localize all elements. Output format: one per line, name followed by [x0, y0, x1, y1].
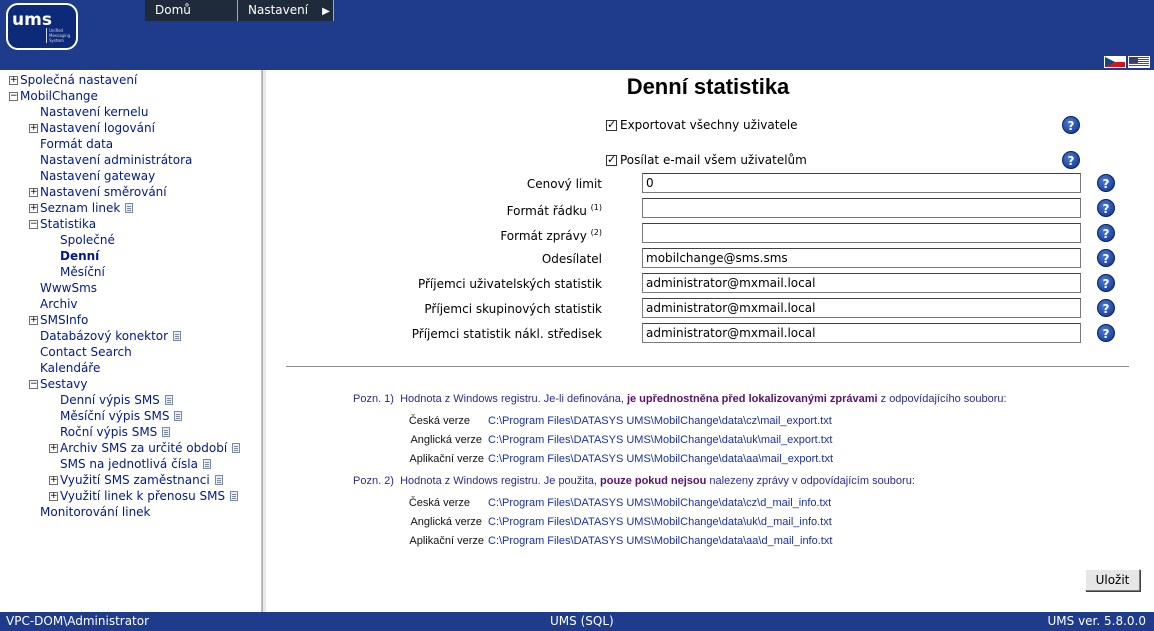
document-icon	[165, 395, 173, 405]
tree-item-label: Databázový konektor	[40, 329, 169, 343]
tree-item-label: Měsíční	[60, 265, 105, 279]
help-icon[interactable]: ?	[1097, 249, 1115, 267]
path-value: C:\Program Files\DATASYS UMS\MobilChange\data\aa\mail_export.txt	[488, 453, 834, 465]
help-icon[interactable]: ?	[1097, 299, 1115, 317]
tree-item-mobilchange[interactable]	[0, 88, 261, 104]
tree-item-contact-search[interactable]	[0, 344, 261, 360]
divider	[286, 366, 1129, 367]
document-icon	[215, 475, 223, 485]
page-title: Denní statistika	[626, 74, 790, 99]
tree-item-kalendare[interactable]	[0, 360, 261, 376]
tree-item-nastaveni-administratora[interactable]	[0, 152, 261, 168]
tree-item-label: Archiv	[40, 297, 78, 311]
sender-input[interactable]	[642, 248, 1081, 268]
path-label: Aplikační verze	[409, 453, 484, 465]
tree-item-mesicni-vypis-sms[interactable]	[0, 408, 261, 424]
send-email-all-row	[606, 153, 807, 167]
document-icon	[173, 331, 181, 341]
tree-item-label: Denní	[60, 249, 100, 263]
tree-item-label: MobilChange	[20, 89, 98, 103]
note-text: Hodnota z Windows registru. Je použita,	[400, 475, 601, 487]
save-button[interactable]: Uložit	[1085, 569, 1140, 591]
status-db: UMS (SQL)	[550, 614, 614, 628]
tree-item-label: Seznam linek	[40, 201, 121, 215]
path-value: C:\Program Files\DATASYS UMS\MobilChange\data\cz\mail_export.txt	[488, 415, 832, 427]
send-email-all-checkbox[interactable]	[606, 155, 617, 166]
tree-item-label: Měsíční výpis SMS	[60, 409, 170, 423]
collapse-icon[interactable]: −	[30, 218, 38, 229]
help-icon[interactable]: ?	[1062, 151, 1080, 169]
tree-item-sms-na-jednotliva-cisla[interactable]	[0, 456, 261, 472]
field-label-text: Odesílatel	[541, 252, 602, 266]
collapse-icon[interactable]: −	[30, 378, 38, 389]
user-stats-recipients-input[interactable]	[642, 273, 1081, 293]
top-menu	[145, 0, 334, 21]
field-label-text: Příjemci uživatelských statistik	[417, 277, 602, 291]
tree-item-label: Formát data	[40, 137, 114, 151]
expand-icon[interactable]: +	[30, 202, 38, 213]
english-flag-icon[interactable]	[1128, 56, 1150, 68]
tree-item-label: Kalendáře	[40, 361, 101, 375]
tree-item-archiv[interactable]	[0, 296, 261, 312]
tree-item-label: Archiv SMS za určité období	[60, 441, 228, 455]
sender-label	[542, 252, 602, 266]
field-label-text: Příjemci statistik nákl. středisek	[411, 327, 602, 341]
tree-item-vyuziti-linek[interactable]	[0, 488, 261, 504]
status-version: UMS ver. 5.8.0.0	[1047, 614, 1146, 628]
export-all-users-checkbox[interactable]	[606, 120, 617, 131]
group-stats-recipients-label	[424, 302, 602, 316]
price-limit-label	[527, 177, 602, 191]
row-format-input[interactable]	[642, 198, 1081, 218]
send-email-all-label: Posílat e-mail všem uživatelům	[620, 153, 807, 167]
tree-item-spolecne[interactable]	[0, 232, 261, 248]
path-value: C:\Program Files\DATASYS UMS\MobilChange\data\cz\d_mail_info.txt	[488, 497, 832, 509]
tree-item-label: Nastavení směrování	[40, 185, 167, 199]
expand-icon[interactable]: +	[50, 474, 58, 485]
document-icon	[174, 411, 182, 421]
document-icon	[230, 491, 238, 501]
row-format-label	[507, 203, 602, 218]
tree-item-label: WwwSms	[40, 281, 98, 295]
path-label: Česká verze	[408, 415, 470, 427]
help-icon[interactable]: ?	[1097, 174, 1115, 192]
tree-item-format-data[interactable]	[0, 136, 261, 152]
tree-item-label: Nastavení logování	[40, 121, 155, 135]
help-icon[interactable]: ?	[1097, 274, 1115, 292]
document-icon	[162, 427, 170, 437]
help-icon[interactable]: ?	[1097, 324, 1115, 342]
tree-item-label: Monitorování linek	[40, 505, 151, 519]
main-content	[266, 70, 1154, 612]
menu-settings-label: Nastavení	[248, 3, 309, 17]
tree-item-denni[interactable]	[0, 248, 261, 264]
tree-item-label: Sestavy	[40, 377, 88, 391]
expand-icon[interactable]: +	[30, 122, 38, 133]
expand-icon[interactable]: +	[30, 314, 38, 325]
tree-item-nastaveni-gateway[interactable]	[0, 168, 261, 184]
tree-item-smsinfo[interactable]	[0, 312, 261, 328]
tree-item-wwwsms[interactable]	[0, 280, 261, 296]
language-switcher	[1104, 56, 1150, 68]
note-prefix: Pozn. 2)	[353, 475, 394, 487]
cost-center-stats-recipients-label	[412, 327, 602, 341]
tree-item-archiv-sms[interactable]	[0, 440, 261, 456]
logo-text: ums	[12, 10, 52, 30]
field-label-text: Formát zprávy	[500, 229, 587, 243]
tree-item-seznam-linek[interactable]	[0, 200, 261, 216]
tree-item-rocni-vypis-sms[interactable]	[0, 424, 261, 440]
note-text: nalezeny zprávy v odpovídajícím souboru:	[706, 475, 915, 487]
expand-icon[interactable]: +	[50, 442, 58, 453]
note-prefix: Pozn. 1)	[353, 393, 394, 405]
tree-item-label: SMS na jednotlivá čísla	[60, 457, 198, 471]
note-emphasis: pouze pokud nejsou	[600, 475, 707, 487]
tree-item-mesicni[interactable]	[0, 264, 261, 280]
field-label-text: Cenový limit	[526, 177, 602, 191]
tree-item-label: Nastavení kernelu	[40, 105, 149, 119]
path-label: Anglická verze	[410, 516, 482, 528]
help-icon[interactable]: ?	[1097, 224, 1115, 242]
footnote-marker: (1)	[590, 203, 602, 212]
help-icon[interactable]: ?	[1097, 199, 1115, 217]
tree-item-label: Denní výpis SMS	[60, 393, 160, 407]
status-bar	[0, 612, 1154, 631]
header	[0, 0, 1154, 70]
menu-home-label: Domů	[155, 3, 191, 17]
note-text: Hodnota z Windows registru. Je-li definována,	[400, 393, 627, 405]
collapse-icon[interactable]: −	[10, 90, 18, 101]
tree-item-label: Využití SMS zaměstnanci	[60, 473, 210, 487]
group-stats-recipients-input[interactable]	[642, 298, 1081, 318]
tree-item-label: SMSInfo	[40, 313, 89, 327]
message-format-label	[500, 228, 602, 243]
expand-icon[interactable]: +	[30, 186, 38, 197]
tree-item-nastaveni-logovani[interactable]	[0, 120, 261, 136]
tree-item-statistika[interactable]	[0, 216, 261, 232]
tree-item-label: Využití linek k přenosu SMS	[60, 489, 226, 503]
price-limit-input[interactable]	[642, 173, 1081, 193]
czech-flag-icon[interactable]	[1104, 56, 1126, 68]
menu-home[interactable]	[145, 0, 238, 21]
tree-item-nastaveni-smerovani[interactable]	[0, 184, 261, 200]
document-icon	[203, 459, 211, 469]
tree-item-sestavy[interactable]	[0, 376, 261, 392]
path-label: Anglická verze	[410, 434, 482, 446]
path-value: C:\Program Files\DATASYS UMS\MobilChange\data\uk\d_mail_info.txt	[488, 516, 832, 528]
sidebar-tree	[0, 70, 262, 612]
message-format-input[interactable]	[642, 223, 1081, 243]
tree-item-databazovy-konektor[interactable]	[0, 328, 261, 344]
tree-item-denni-vypis-sms[interactable]	[0, 392, 261, 408]
tree-item-vyuziti-sms-zamestnanci[interactable]	[0, 472, 261, 488]
tree-item-label: Společné	[60, 233, 115, 247]
path-value: C:\Program Files\DATASYS UMS\MobilChange\data\aa\d_mail_info.txt	[488, 535, 833, 547]
tree-item-label: Společná nastavení	[20, 73, 138, 87]
export-all-users-row	[606, 118, 798, 132]
ums-logo[interactable]	[6, 3, 78, 50]
field-label-text: Formát řádku	[506, 204, 587, 218]
submenu-arrow-icon: ▶	[322, 6, 330, 17]
cost-center-stats-recipients-input[interactable]	[642, 323, 1081, 343]
menu-settings[interactable]	[238, 0, 334, 21]
expand-icon[interactable]: +	[50, 490, 58, 501]
path-label: Aplikační verze	[409, 535, 484, 547]
field-label-text: Příjemci skupinových statistik	[424, 302, 602, 316]
footnote-marker: (2)	[590, 228, 602, 237]
path-label: Česká verze	[408, 497, 470, 509]
note-emphasis: je upřednostněna před lokalizovanými zprávami	[626, 393, 878, 405]
document-icon	[232, 443, 240, 453]
note-1	[353, 393, 1007, 405]
tree-item-spolecna-nastaveni[interactable]	[0, 72, 261, 88]
tree-item-nastaveni-kernelu[interactable]	[0, 104, 261, 120]
tree-item-label: Nastavení administrátora	[40, 153, 193, 167]
tree-item-label: Contact Search	[40, 345, 132, 359]
tree-item-label: Statistika	[40, 217, 97, 231]
export-all-users-label: Exportovat všechny uživatele	[620, 118, 798, 132]
tree-item-label: Roční výpis SMS	[60, 425, 158, 439]
user-stats-recipients-label	[418, 277, 602, 291]
document-icon	[125, 203, 133, 213]
expand-icon[interactable]: +	[10, 74, 18, 85]
path-value: C:\Program Files\DATASYS UMS\MobilChange\data\uk\mail_export.txt	[488, 434, 833, 446]
tree-item-monitorovani-linek[interactable]	[0, 504, 261, 520]
help-icon[interactable]: ?	[1062, 116, 1080, 134]
tree-item-label: Nastavení gateway	[40, 169, 156, 183]
status-user: VPC-DOM\Administrator	[6, 614, 150, 628]
logo-subtitle: Unified Messaging System	[46, 28, 76, 43]
note-2	[353, 475, 915, 487]
note-text: z odpovídajícího souboru:	[877, 393, 1007, 405]
